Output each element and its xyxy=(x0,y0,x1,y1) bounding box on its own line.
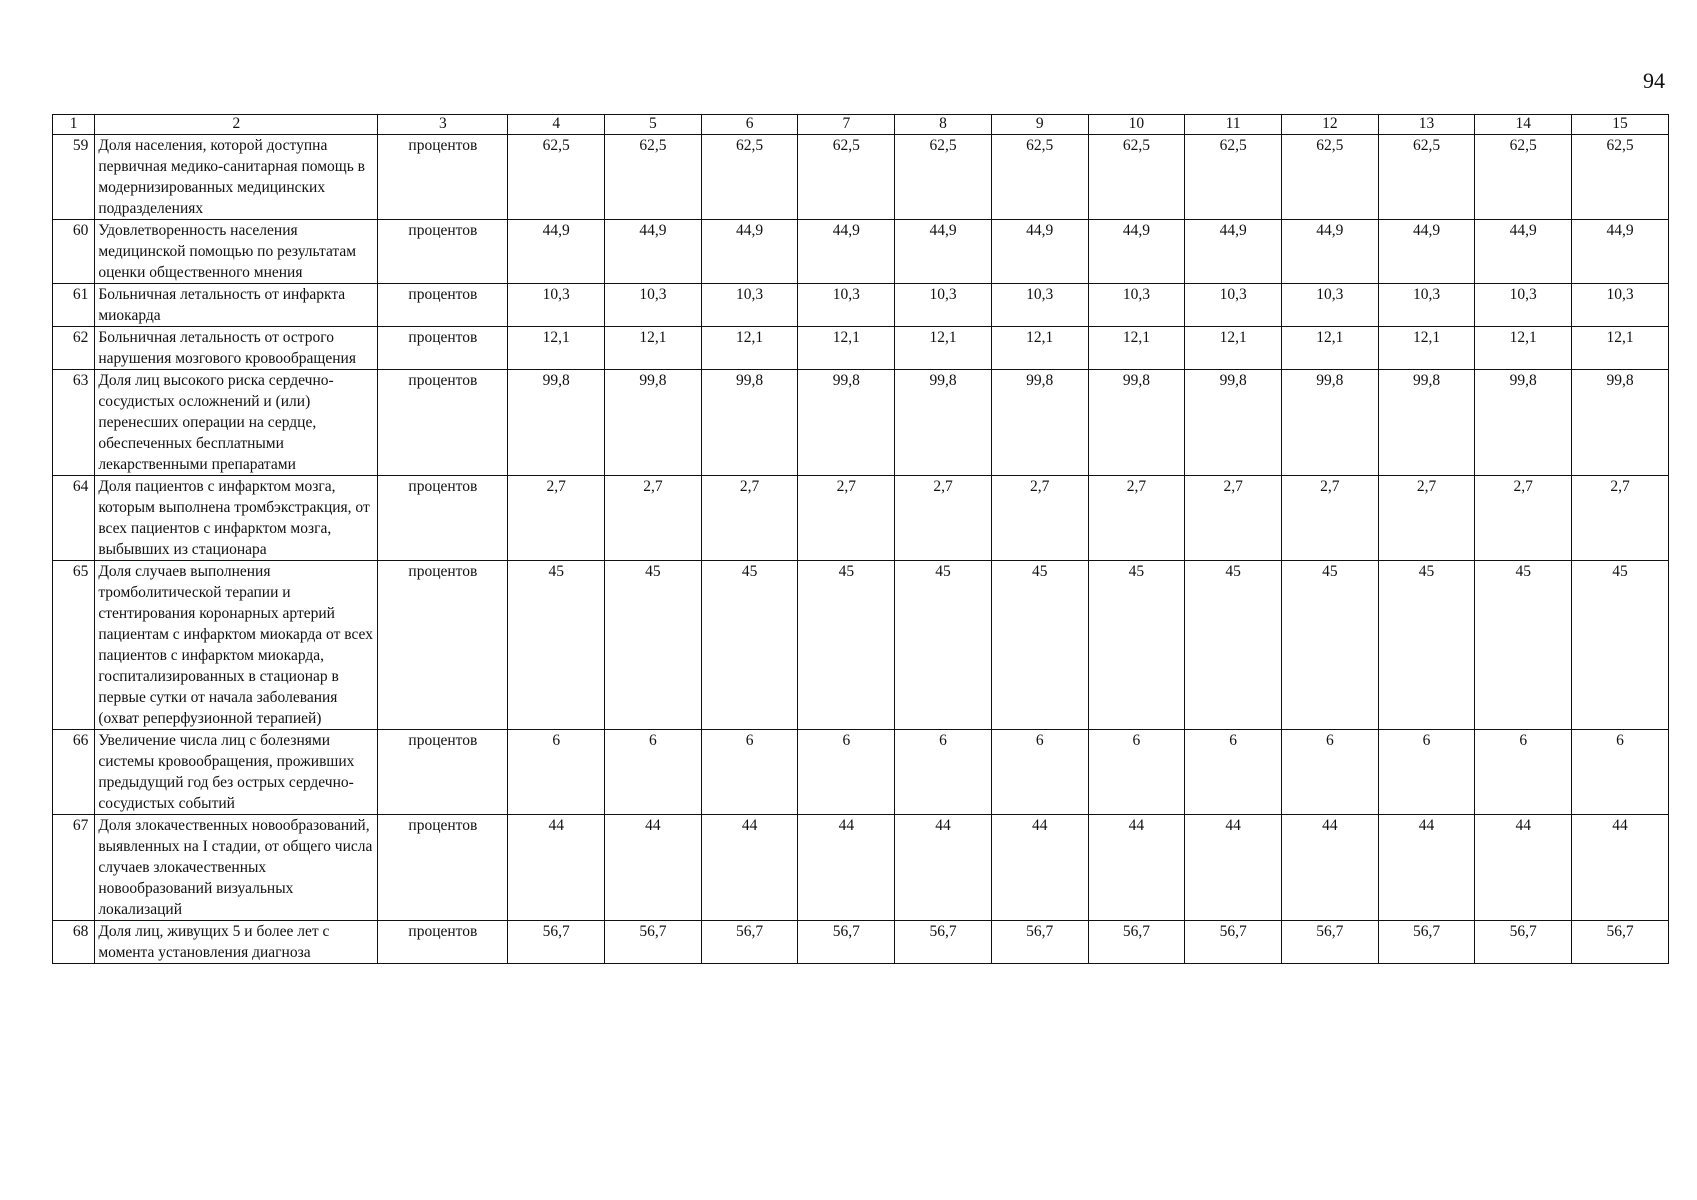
indicator-description: Удовлетворенность населения медицинской помощью по результатам оценки общественного мнения xyxy=(95,220,378,284)
value-cell: 99,8 xyxy=(508,370,605,476)
value-cell: 56,7 xyxy=(991,921,1088,964)
value-cell: 62,5 xyxy=(1572,135,1669,220)
column-header: 1 xyxy=(53,115,95,135)
indicator-description: Увеличение числа лиц с болезнями системы кровообращения, проживших предыдущий год без острых сердечно-сосудистых событий xyxy=(95,730,378,815)
column-header: 13 xyxy=(1378,115,1475,135)
indicator-description: Доля злокачественных новообразований, выявленных на I стадии, от общего числа случаев злокачественных новообразований визуальных локализаций xyxy=(95,815,378,921)
unit-cell: процентов xyxy=(378,327,508,370)
table-row xyxy=(53,730,1669,815)
table-row xyxy=(53,561,1669,730)
unit-cell: процентов xyxy=(378,815,508,921)
value-cell: 12,1 xyxy=(1572,327,1669,370)
value-cell: 2,7 xyxy=(1088,476,1185,561)
value-cell: 2,7 xyxy=(1378,476,1475,561)
unit-cell: процентов xyxy=(378,730,508,815)
value-cell: 12,1 xyxy=(1475,327,1572,370)
value-cell: 12,1 xyxy=(701,327,798,370)
value-cell: 45 xyxy=(701,561,798,730)
value-cell: 44,9 xyxy=(1572,220,1669,284)
unit-cell: процентов xyxy=(378,135,508,220)
value-cell: 10,3 xyxy=(1378,284,1475,327)
indicator-description: Доля пациентов с инфарктом мозга, которым выполнена тромбэкстракция, от всех пациентов с инфарктом мозга, выбывших из стационара xyxy=(95,476,378,561)
value-cell: 62,5 xyxy=(1475,135,1572,220)
value-cell: 62,5 xyxy=(508,135,605,220)
value-cell: 44,9 xyxy=(1281,220,1378,284)
value-cell: 2,7 xyxy=(508,476,605,561)
value-cell: 44,9 xyxy=(1475,220,1572,284)
column-header: 6 xyxy=(701,115,798,135)
value-cell: 12,1 xyxy=(508,327,605,370)
row-number: 63 xyxy=(53,370,95,476)
table-row xyxy=(53,327,1669,370)
unit-cell: процентов xyxy=(378,476,508,561)
indicator-description: Доля лиц, живущих 5 и более лет с момента установления диагноза xyxy=(95,921,378,964)
value-cell: 45 xyxy=(1088,561,1185,730)
value-cell: 6 xyxy=(1475,730,1572,815)
value-cell: 2,7 xyxy=(701,476,798,561)
value-cell: 10,3 xyxy=(798,284,895,327)
value-cell: 10,3 xyxy=(1281,284,1378,327)
column-header: 9 xyxy=(991,115,1088,135)
column-header: 11 xyxy=(1185,115,1282,135)
value-cell: 56,7 xyxy=(798,921,895,964)
row-number: 59 xyxy=(53,135,95,220)
table-row xyxy=(53,284,1669,327)
value-cell: 99,8 xyxy=(895,370,992,476)
value-cell: 56,7 xyxy=(605,921,702,964)
table-row xyxy=(53,370,1669,476)
table-header-row xyxy=(53,115,1669,135)
value-cell: 6 xyxy=(798,730,895,815)
value-cell: 62,5 xyxy=(1378,135,1475,220)
value-cell: 44,9 xyxy=(798,220,895,284)
row-number: 66 xyxy=(53,730,95,815)
value-cell: 6 xyxy=(991,730,1088,815)
value-cell: 56,7 xyxy=(1088,921,1185,964)
column-header: 12 xyxy=(1281,115,1378,135)
value-cell: 10,3 xyxy=(605,284,702,327)
row-number: 62 xyxy=(53,327,95,370)
unit-cell: процентов xyxy=(378,921,508,964)
value-cell: 10,3 xyxy=(701,284,798,327)
value-cell: 45 xyxy=(1378,561,1475,730)
column-header: 10 xyxy=(1088,115,1185,135)
value-cell: 56,7 xyxy=(895,921,992,964)
value-cell: 56,7 xyxy=(1378,921,1475,964)
value-cell: 99,8 xyxy=(1281,370,1378,476)
value-cell: 44 xyxy=(991,815,1088,921)
column-header: 4 xyxy=(508,115,605,135)
table-row xyxy=(53,476,1669,561)
value-cell: 99,8 xyxy=(1185,370,1282,476)
value-cell: 10,3 xyxy=(1088,284,1185,327)
value-cell: 6 xyxy=(1572,730,1669,815)
value-cell: 44 xyxy=(1185,815,1282,921)
value-cell: 12,1 xyxy=(895,327,992,370)
value-cell: 62,5 xyxy=(1185,135,1282,220)
value-cell: 45 xyxy=(991,561,1088,730)
value-cell: 99,8 xyxy=(1572,370,1669,476)
table-row xyxy=(53,220,1669,284)
indicators-table-wrapper xyxy=(52,114,1669,964)
row-number: 65 xyxy=(53,561,95,730)
indicator-description: Больничная летальность от острого нарушения мозгового кровообращения xyxy=(95,327,378,370)
value-cell: 44 xyxy=(508,815,605,921)
value-cell: 6 xyxy=(1378,730,1475,815)
value-cell: 44,9 xyxy=(895,220,992,284)
value-cell: 2,7 xyxy=(1185,476,1282,561)
column-header: 8 xyxy=(895,115,992,135)
value-cell: 44 xyxy=(1088,815,1185,921)
value-cell: 62,5 xyxy=(991,135,1088,220)
value-cell: 99,8 xyxy=(1088,370,1185,476)
value-cell: 56,7 xyxy=(1281,921,1378,964)
value-cell: 6 xyxy=(701,730,798,815)
value-cell: 6 xyxy=(1088,730,1185,815)
value-cell: 44,9 xyxy=(1185,220,1282,284)
value-cell: 2,7 xyxy=(798,476,895,561)
value-cell: 12,1 xyxy=(1281,327,1378,370)
unit-cell: процентов xyxy=(378,370,508,476)
value-cell: 2,7 xyxy=(605,476,702,561)
value-cell: 44,9 xyxy=(1088,220,1185,284)
column-header: 3 xyxy=(378,115,508,135)
indicator-description: Доля случаев выполнения тромболитической терапии и стентирования коронарных артерий пациентам с инфарктом миокарда от всех пациентов с инфарктом миокарда, госпитализированных в стационар в первые сутки от начала заболевания (охват реперфузионной терапией) xyxy=(95,561,378,730)
value-cell: 44 xyxy=(1475,815,1572,921)
value-cell: 12,1 xyxy=(1185,327,1282,370)
value-cell: 45 xyxy=(1572,561,1669,730)
value-cell: 44 xyxy=(1378,815,1475,921)
row-number: 60 xyxy=(53,220,95,284)
value-cell: 62,5 xyxy=(605,135,702,220)
value-cell: 2,7 xyxy=(1475,476,1572,561)
table-row xyxy=(53,815,1669,921)
value-cell: 45 xyxy=(1281,561,1378,730)
value-cell: 62,5 xyxy=(798,135,895,220)
unit-cell: процентов xyxy=(378,220,508,284)
value-cell: 2,7 xyxy=(991,476,1088,561)
value-cell: 10,3 xyxy=(508,284,605,327)
column-header: 14 xyxy=(1475,115,1572,135)
value-cell: 45 xyxy=(895,561,992,730)
unit-cell: процентов xyxy=(378,284,508,327)
indicators-table xyxy=(52,114,1669,964)
unit-cell: процентов xyxy=(378,561,508,730)
column-header: 7 xyxy=(798,115,895,135)
value-cell: 56,7 xyxy=(1475,921,1572,964)
value-cell: 2,7 xyxy=(1572,476,1669,561)
value-cell: 44 xyxy=(1281,815,1378,921)
value-cell: 44 xyxy=(895,815,992,921)
value-cell: 44,9 xyxy=(508,220,605,284)
value-cell: 2,7 xyxy=(895,476,992,561)
value-cell: 10,3 xyxy=(1185,284,1282,327)
value-cell: 62,5 xyxy=(895,135,992,220)
column-header: 2 xyxy=(95,115,378,135)
value-cell: 6 xyxy=(1281,730,1378,815)
value-cell: 2,7 xyxy=(1281,476,1378,561)
value-cell: 44 xyxy=(701,815,798,921)
value-cell: 62,5 xyxy=(1281,135,1378,220)
column-header: 15 xyxy=(1572,115,1669,135)
value-cell: 44,9 xyxy=(701,220,798,284)
value-cell: 12,1 xyxy=(1088,327,1185,370)
value-cell: 45 xyxy=(605,561,702,730)
value-cell: 44 xyxy=(798,815,895,921)
value-cell: 12,1 xyxy=(798,327,895,370)
value-cell: 10,3 xyxy=(895,284,992,327)
value-cell: 56,7 xyxy=(701,921,798,964)
value-cell: 10,3 xyxy=(991,284,1088,327)
value-cell: 12,1 xyxy=(1378,327,1475,370)
value-cell: 62,5 xyxy=(701,135,798,220)
row-number: 68 xyxy=(53,921,95,964)
value-cell: 44 xyxy=(605,815,702,921)
value-cell: 56,7 xyxy=(1572,921,1669,964)
indicator-description: Доля населения, которой доступна первичная медико-санитарная помощь в модернизированных медицинских подразделениях xyxy=(95,135,378,220)
indicator-description: Доля лиц высокого риска сердечно-сосудистых осложнений и (или) перенесших операции на сердце, обеспеченных бесплатными лекарственными препаратами xyxy=(95,370,378,476)
value-cell: 6 xyxy=(1185,730,1282,815)
value-cell: 56,7 xyxy=(508,921,605,964)
row-number: 61 xyxy=(53,284,95,327)
indicator-description: Больничная летальность от инфаркта миокарда xyxy=(95,284,378,327)
value-cell: 6 xyxy=(895,730,992,815)
value-cell: 99,8 xyxy=(991,370,1088,476)
row-number: 64 xyxy=(53,476,95,561)
value-cell: 45 xyxy=(508,561,605,730)
value-cell: 99,8 xyxy=(1475,370,1572,476)
value-cell: 56,7 xyxy=(1185,921,1282,964)
value-cell: 99,8 xyxy=(605,370,702,476)
table-row xyxy=(53,135,1669,220)
value-cell: 12,1 xyxy=(605,327,702,370)
value-cell: 99,8 xyxy=(701,370,798,476)
value-cell: 99,8 xyxy=(1378,370,1475,476)
value-cell: 44 xyxy=(1572,815,1669,921)
value-cell: 6 xyxy=(508,730,605,815)
value-cell: 62,5 xyxy=(1088,135,1185,220)
table-body xyxy=(53,135,1669,964)
value-cell: 44,9 xyxy=(991,220,1088,284)
value-cell: 6 xyxy=(605,730,702,815)
value-cell: 45 xyxy=(1475,561,1572,730)
value-cell: 45 xyxy=(798,561,895,730)
value-cell: 44,9 xyxy=(1378,220,1475,284)
value-cell: 45 xyxy=(1185,561,1282,730)
value-cell: 10,3 xyxy=(1475,284,1572,327)
value-cell: 44,9 xyxy=(605,220,702,284)
value-cell: 99,8 xyxy=(798,370,895,476)
row-number: 67 xyxy=(53,815,95,921)
table-row xyxy=(53,921,1669,964)
value-cell: 10,3 xyxy=(1572,284,1669,327)
column-header: 5 xyxy=(605,115,702,135)
value-cell: 12,1 xyxy=(991,327,1088,370)
page-number: 94 xyxy=(1643,68,1665,93)
